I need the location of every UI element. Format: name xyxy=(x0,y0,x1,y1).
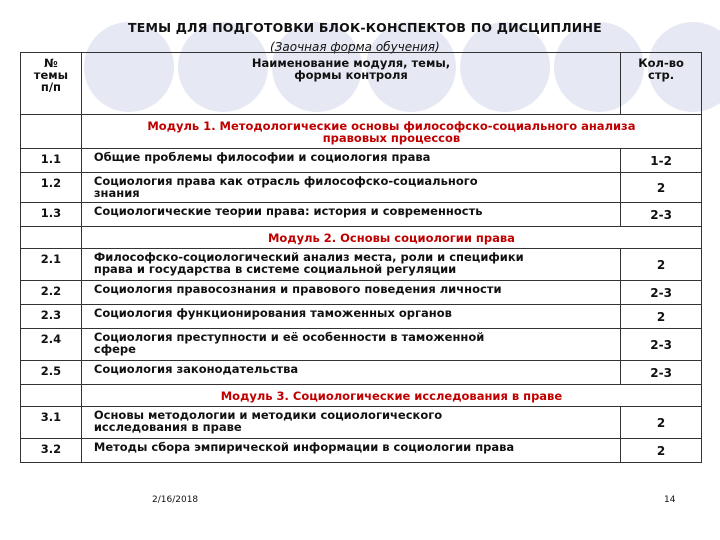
topic-num: 2.1 xyxy=(21,249,82,281)
module-row xyxy=(21,115,702,149)
topic-name: Социология права как отрасль философско-социального знания xyxy=(81,173,620,203)
table-row xyxy=(21,305,702,329)
module-title: Модуль 1. Методологические основы философско-социального анализа правовых процессов xyxy=(81,115,701,149)
page-title: ТЕМЫ ДЛЯ ПОДГОТОВКИ БЛОК-КОНСПЕКТОВ ПО ДИСЦИПЛИНЕ xyxy=(128,20,602,35)
topic-name: Методы сбора эмпирической информации в социологии права xyxy=(81,439,620,463)
header-num: № темы п/п xyxy=(21,53,82,115)
table-row xyxy=(21,281,702,305)
topic-name: Философско-социологический анализ места, роли и специфики права и государства в системе социальной регуляции xyxy=(81,249,620,281)
topic-pages: 2 xyxy=(621,407,702,439)
topic-name: Социология законодательства xyxy=(81,361,620,385)
topic-num: 3.2 xyxy=(21,439,82,463)
table-row xyxy=(21,173,702,203)
topic-num: 2.3 xyxy=(21,305,82,329)
topic-num: 1.2 xyxy=(21,173,82,203)
footer-date: 2/16/2018 xyxy=(152,495,199,505)
topic-pages: 2 xyxy=(621,439,702,463)
page-subtitle: (Заочная форма обучения) xyxy=(270,40,440,54)
topic-num: 2.4 xyxy=(21,329,82,361)
topic-num: 2.5 xyxy=(21,361,82,385)
topic-name: Социология функционирования таможенных органов xyxy=(81,305,620,329)
table-row xyxy=(21,203,702,227)
topic-num: 3.1 xyxy=(21,407,82,439)
topic-num: 1.3 xyxy=(21,203,82,227)
table-row xyxy=(21,149,702,173)
topic-name: Общие проблемы философии и социология права xyxy=(81,149,620,173)
table-row xyxy=(21,361,702,385)
topic-name: Социология преступности и её особенности в таможенной сфере xyxy=(81,329,620,361)
topic-pages: 2-3 xyxy=(621,203,702,227)
topic-num: 2.2 xyxy=(21,281,82,305)
topic-name: Основы методологии и методики социологического исследования в праве xyxy=(81,407,620,439)
topic-name: Социологические теории права: история и современность xyxy=(81,203,620,227)
table-row xyxy=(21,249,702,281)
topic-pages: 2-3 xyxy=(621,281,702,305)
module-row xyxy=(21,385,702,407)
topic-pages: 1-2 xyxy=(621,149,702,173)
module-row xyxy=(21,227,702,249)
table-row xyxy=(21,439,702,463)
table-row xyxy=(21,329,702,361)
topic-pages: 2 xyxy=(621,249,702,281)
syllabus-table xyxy=(20,52,702,463)
topic-pages: 2-3 xyxy=(621,329,702,361)
table-row xyxy=(21,407,702,439)
footer-page-number: 14 xyxy=(664,495,676,505)
topic-name: Социология правосознания и правового поведения личности xyxy=(81,281,620,305)
topic-num: 1.1 xyxy=(21,149,82,173)
topic-pages: 2 xyxy=(621,305,702,329)
topic-pages: 2-3 xyxy=(621,361,702,385)
table-header-row xyxy=(21,53,702,115)
topic-pages: 2 xyxy=(621,173,702,203)
module-title: Модуль 2. Основы социологии права xyxy=(81,227,701,249)
header-pages: Кол-во стр. xyxy=(621,53,702,115)
header-name: Наименование модуля, темы, формы контроля xyxy=(81,53,620,115)
module-title: Модуль 3. Социологические исследования в праве xyxy=(81,385,701,407)
